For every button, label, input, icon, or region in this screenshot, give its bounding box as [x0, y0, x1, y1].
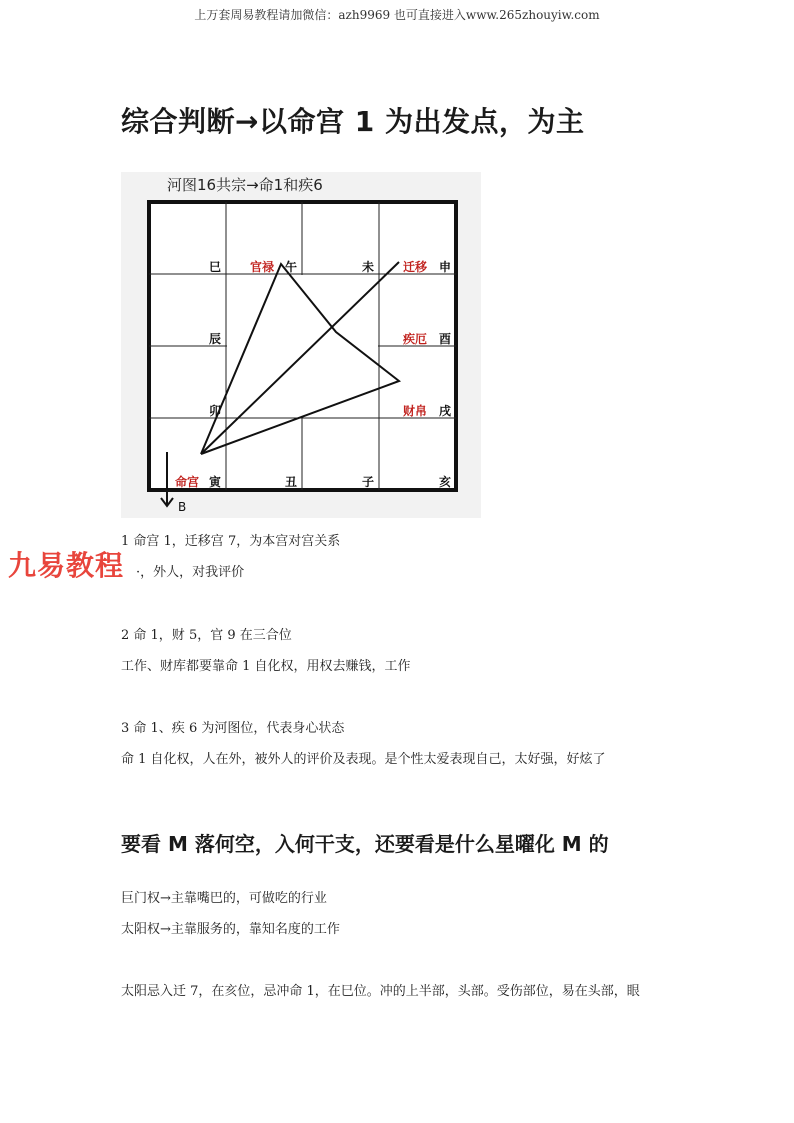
section-2-title: 要看 M 落何空，入何干支，还要看是什么星曜化 M 的: [121, 832, 609, 856]
branch-xu: 戌: [439, 404, 452, 418]
branch-wei: 未: [362, 260, 375, 274]
branch-mao: 卯: [209, 404, 222, 418]
branch-si: 巳: [209, 260, 222, 274]
paragraph-1: 1 命宫 1，迁移宫 7，为本宫对宫关系: [121, 534, 341, 549]
palace-chart-figure: [121, 172, 481, 518]
palace-jie: 疾厄: [403, 332, 428, 346]
palace-ming: 命宫: [175, 475, 200, 489]
branch-chen: 辰: [209, 332, 222, 346]
branch-yin: 寅: [209, 475, 222, 489]
branch-chou: 丑: [285, 475, 298, 489]
page-title: 综合判断→以命宫 1 为出发点，为主: [121, 105, 585, 138]
palace-guanlu: 官禄: [250, 260, 275, 274]
paragraph-5: 3 命 1、疾 6 为河图位，代表身心状态: [121, 721, 345, 736]
arrow-label-b: B: [178, 500, 187, 514]
paragraph-3: 2 命 1，财 5，官 9 在三合位: [121, 628, 292, 643]
header-note: 上万套周易教程请加微信：azh9969 也可直接进入www.265zhouyiw.com: [194, 8, 600, 22]
paragraph-2: ·，外人，对我评价: [136, 565, 245, 580]
paragraph-6: 命 1 自化权，人在外，被外人的评价及表现。是个性太爱表现自己，太好强，好炫了: [121, 752, 606, 767]
paragraph-9: 太阳忌入迁 7，在亥位，忌冲命 1，在巳位。冲的上半部，头部。受伤部位，易在头部，眼: [121, 984, 640, 999]
branch-zi: 子: [362, 475, 375, 489]
branch-hai: 亥: [439, 475, 452, 489]
branch-shen: 申: [439, 260, 452, 274]
paragraph-8: 太阳权→主靠服务的，靠知名度的工作: [121, 922, 340, 937]
branch-you: 酉: [439, 332, 452, 346]
paragraph-7: 巨门权→主靠嘴巴的，可做吃的行业: [121, 891, 327, 906]
watermark-logo: 九易教程: [8, 549, 125, 582]
paragraph-4: 工作、财库都要靠命 1 自化权，用权去赚钱，工作: [121, 659, 411, 674]
chart-title: 河图16共宗→命1和疾6: [167, 176, 323, 194]
branch-wu: 午: [285, 260, 298, 274]
palace-caibo: 财帛: [403, 404, 428, 418]
palace-qianyi: 迁移: [403, 260, 428, 274]
